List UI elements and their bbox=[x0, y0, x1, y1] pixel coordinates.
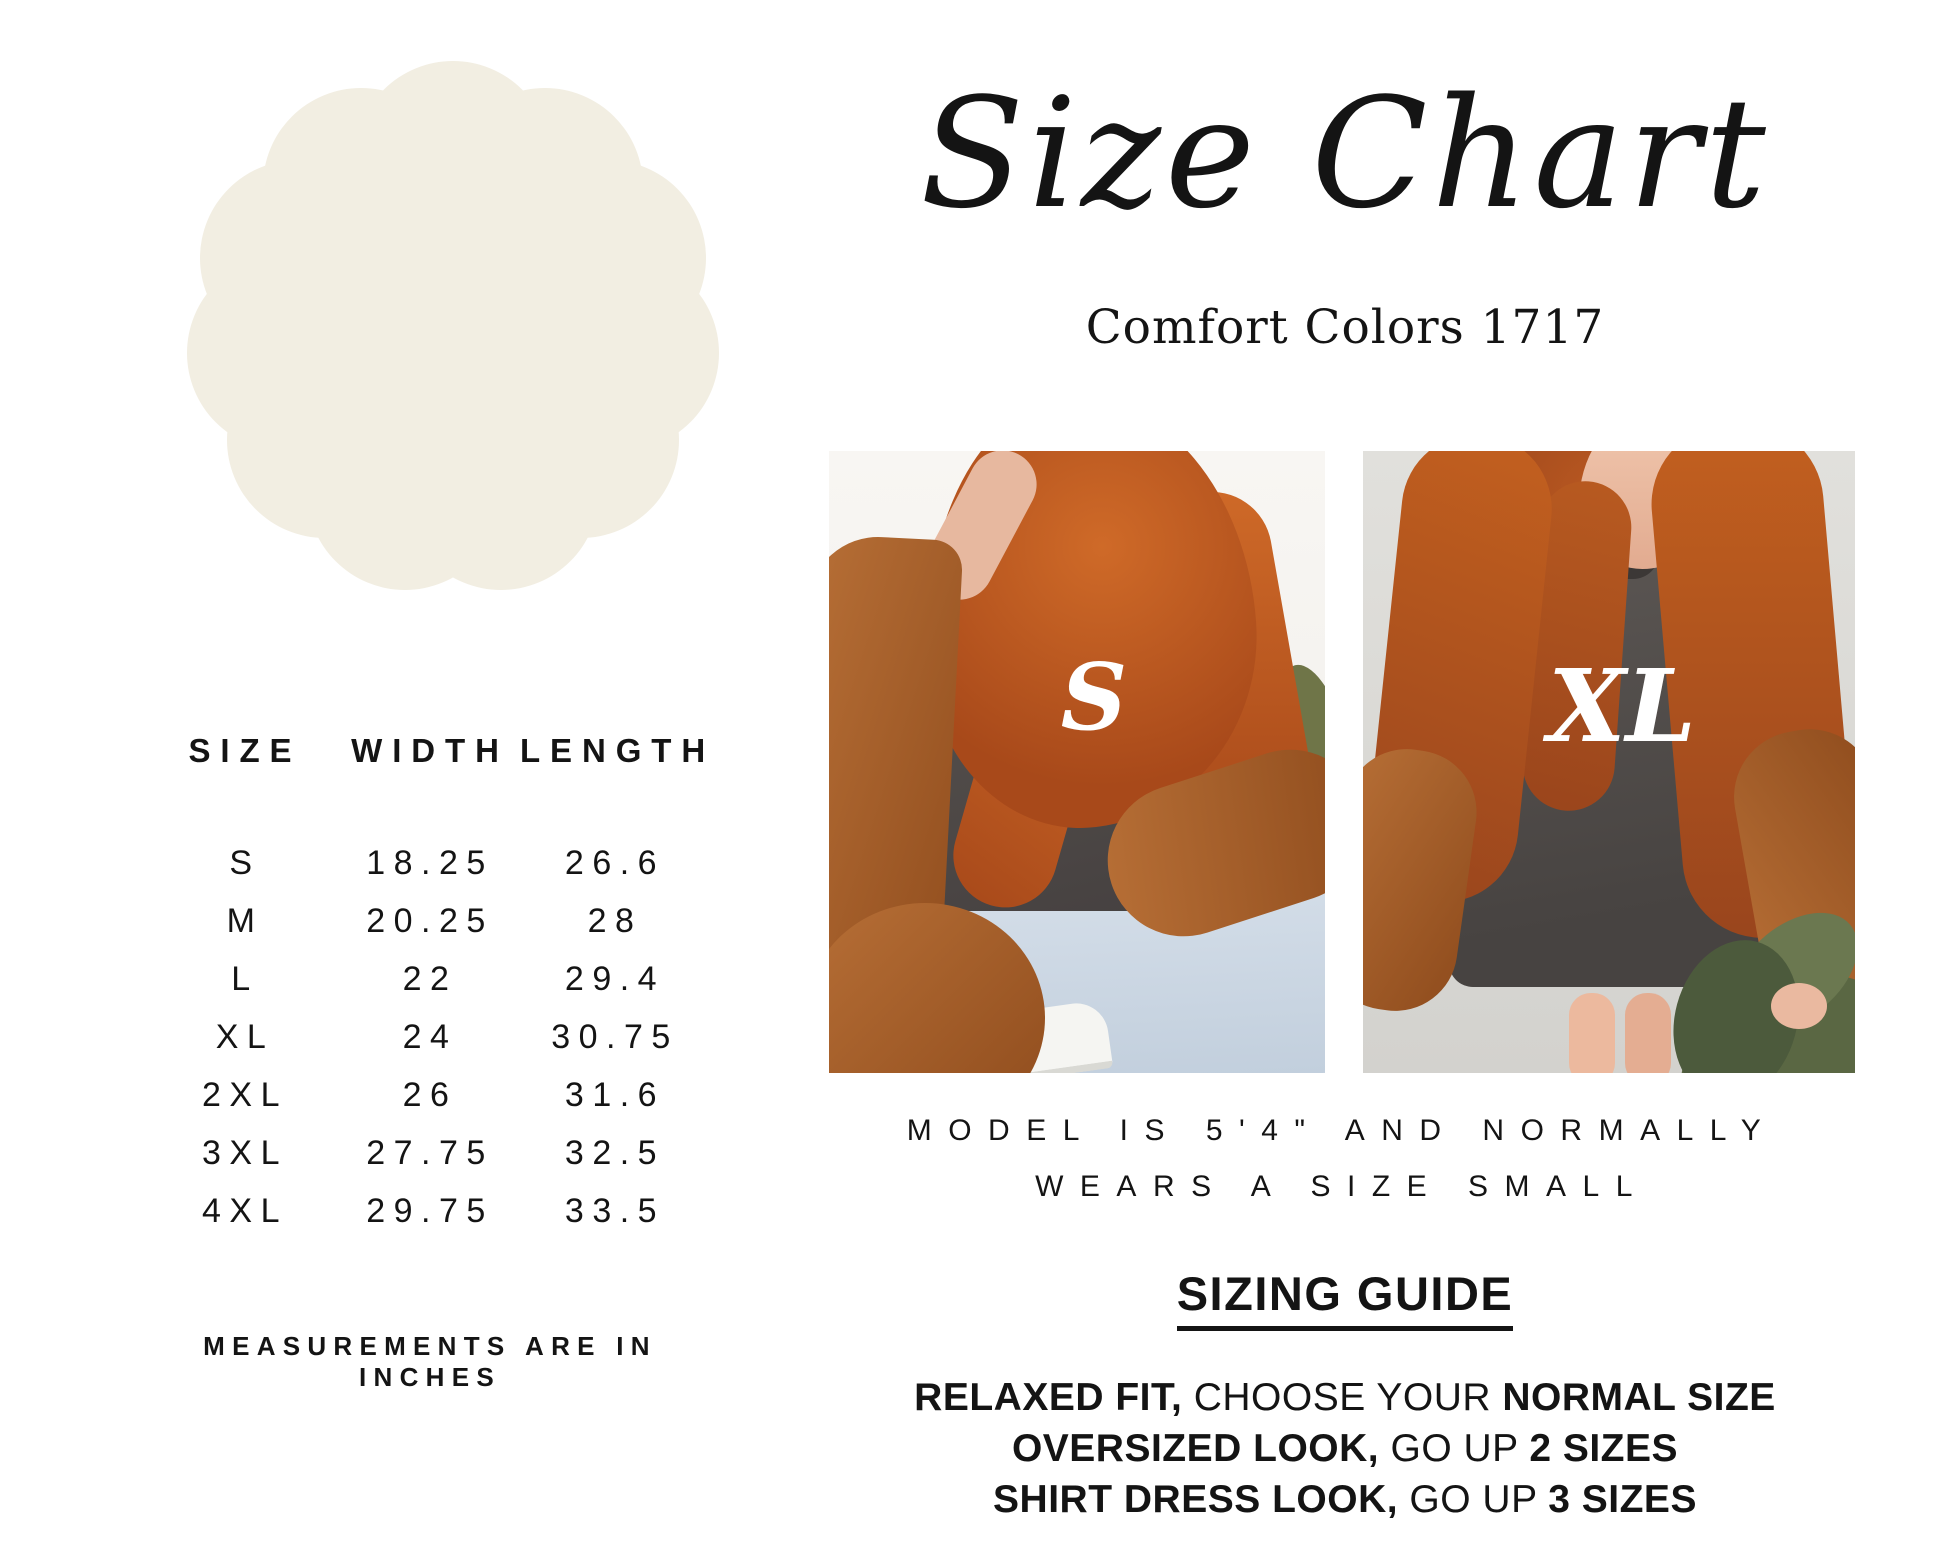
model-caption-line2: WEARS A SIZE SMALL bbox=[1035, 1169, 1649, 1203]
page-subtitle: Comfort Colors 1717 bbox=[1085, 300, 1605, 355]
scallop-petal bbox=[263, 88, 459, 284]
guide-text-segment: SHIRT DRESS LOOK, bbox=[993, 1478, 1410, 1521]
size-table-cell: L bbox=[231, 960, 259, 998]
size-table-cell: 26.6 bbox=[564, 844, 666, 882]
size-table-cell: 24 bbox=[402, 1018, 458, 1056]
size-table-cell: 29.75 bbox=[366, 1192, 494, 1230]
size-table-cell: 33.5 bbox=[564, 1192, 666, 1230]
size-table bbox=[150, 732, 716, 1231]
shirt-size-letter-s: S bbox=[1060, 643, 1128, 751]
guide-text-segment: NORMAL SIZE bbox=[1502, 1376, 1776, 1419]
model-leg-shape bbox=[1625, 993, 1671, 1073]
size-table-cell: 26 bbox=[402, 1076, 458, 1114]
size-table-header-size: SIZE bbox=[188, 732, 302, 769]
model-photo-size-s bbox=[829, 451, 1325, 1073]
size-table-cell: 32.5 bbox=[564, 1134, 666, 1172]
guide-text-segment: 3 SIZES bbox=[1548, 1478, 1697, 1521]
size-table-cell: 22 bbox=[402, 960, 458, 998]
size-table-header bbox=[150, 732, 716, 770]
sizing-guide-heading-text: SIZING GUIDE bbox=[1177, 1266, 1514, 1331]
guide-text-segment: GO UP bbox=[1409, 1478, 1549, 1521]
model-photo-size-xl bbox=[1363, 451, 1855, 1073]
size-table-cell: S bbox=[229, 844, 261, 882]
sizing-guide-line-relaxed bbox=[790, 1372, 1900, 1423]
sizing-guide-line-oversized bbox=[790, 1423, 1900, 1474]
sizing-guide-heading bbox=[830, 1266, 1860, 1331]
guide-text-segment: CHOOSE YOUR bbox=[1193, 1376, 1503, 1419]
model-leg-shape bbox=[1569, 993, 1615, 1073]
size-table-header-width: WIDTH bbox=[351, 732, 509, 769]
scallop-blob bbox=[186, 62, 720, 596]
size-table-cell: 28 bbox=[587, 902, 643, 940]
sizing-guide-line-shirtdress bbox=[790, 1474, 1900, 1525]
size-table-header-length: LENGTH bbox=[520, 732, 716, 769]
size-table-cell: XL bbox=[215, 1018, 275, 1056]
size-table-cell: 3XL bbox=[202, 1134, 288, 1172]
guide-text-segment: 2 SIZES bbox=[1529, 1427, 1679, 1470]
size-table-cell: 4XL bbox=[202, 1192, 288, 1230]
size-table-cell: 31.6 bbox=[564, 1076, 666, 1114]
model-hand-shape bbox=[1771, 983, 1827, 1029]
sizing-guide-lines bbox=[790, 1372, 1900, 1525]
measurements-note: MEASUREMENTS ARE IN INCHES bbox=[203, 1331, 657, 1392]
size-table-cell: 20.25 bbox=[366, 902, 494, 940]
model-caption-line1: MODEL IS 5'4" AND NORMALLY bbox=[906, 1114, 1778, 1147]
shirt-size-letter-xl: XL bbox=[1548, 647, 1696, 765]
size-table-rows bbox=[150, 844, 710, 1231]
model-caption bbox=[829, 1103, 1855, 1214]
size-table-cell: 18.25 bbox=[366, 844, 494, 882]
size-table-cell: M bbox=[226, 902, 264, 940]
guide-text-segment: OVERSIZED LOOK, bbox=[1011, 1427, 1391, 1470]
guide-text-segment: RELAXED FIT, bbox=[914, 1376, 1194, 1419]
size-table-cell: 29.4 bbox=[564, 960, 666, 998]
page-title: Size Chart bbox=[920, 65, 1770, 242]
guide-text-segment: GO UP bbox=[1390, 1427, 1530, 1470]
size-table-cell: 2XL bbox=[202, 1076, 288, 1114]
size-table-cell: 27.75 bbox=[366, 1134, 494, 1172]
size-table-cell: 30.75 bbox=[551, 1018, 679, 1056]
